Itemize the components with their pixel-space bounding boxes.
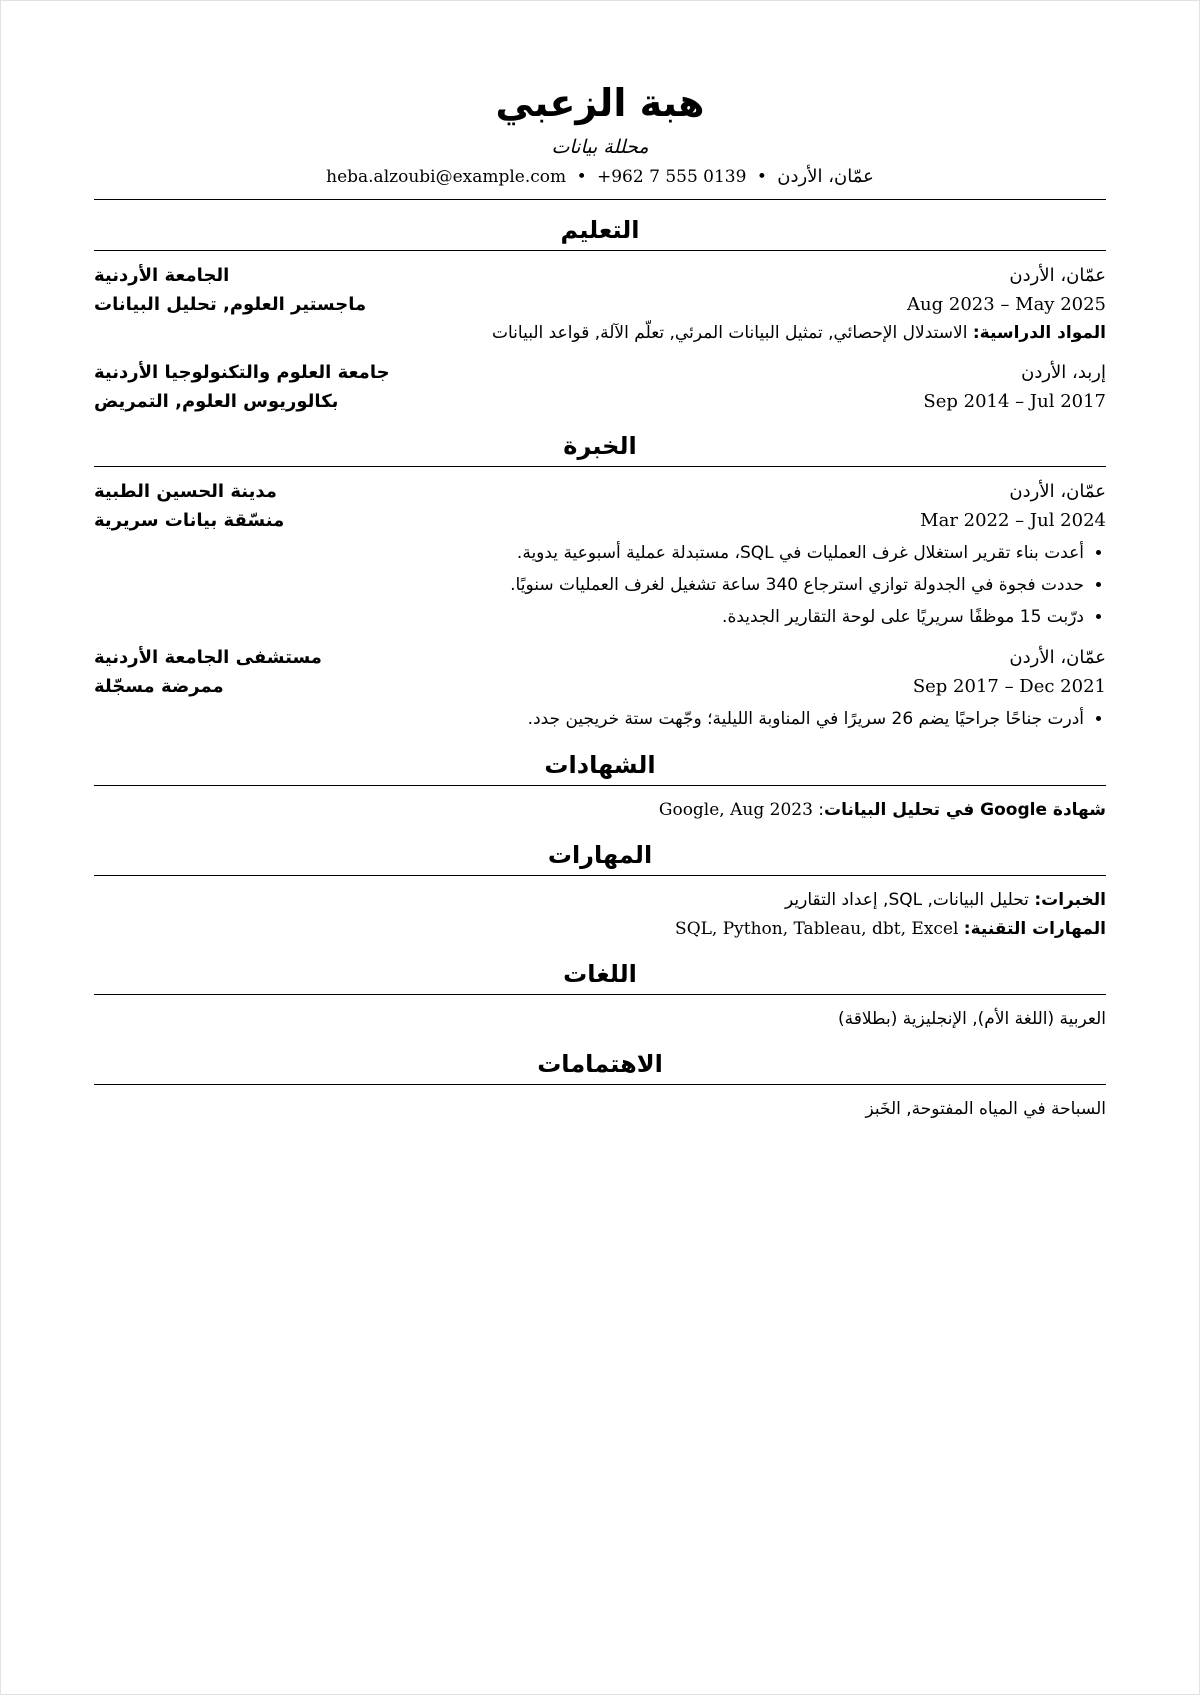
languages-line: العربية (اللغة الأم), الإنجليزية (بطلاقة) xyxy=(838,1009,1106,1029)
section-title-experience: الخبرة xyxy=(94,426,1106,467)
education-dates: Aug 2023 – May 2025 xyxy=(907,294,1106,315)
courses-value: الاستدلال الإحصائي, تمثيل البيانات المرئي, تعلّم الآلة, قواعد البيانات xyxy=(491,323,968,343)
contact-location: عمّان، الأردن xyxy=(777,166,874,187)
courses-label: المواد الدراسية: xyxy=(972,323,1106,343)
skills-technical-label: المهارات التقنية: xyxy=(963,919,1106,939)
skills-technical-value: SQL, Python, Tableau, dbt, Excel xyxy=(675,919,959,939)
candidate-title: محللة بيانات xyxy=(551,136,649,158)
languages-entry xyxy=(94,1005,1106,1034)
education-entry xyxy=(94,358,1106,416)
header-divider xyxy=(94,199,1106,200)
education-location: عمّان، الأردن xyxy=(1009,265,1106,286)
experience-employer: مستشفى الجامعة الأردنية xyxy=(94,647,322,668)
education-dates: Sep 2014 – Jul 2017 xyxy=(923,391,1106,412)
contact-separator: • xyxy=(576,167,587,187)
education-institution: جامعة العلوم والتكنولوجيا الأردنية xyxy=(94,362,390,383)
section-title-certifications: الشهادات xyxy=(94,745,1106,786)
education-degree: ماجستير العلوم, تحليل البيانات xyxy=(94,294,367,315)
experience-bullets xyxy=(94,537,1106,633)
certification-entry xyxy=(94,796,1106,825)
experience-bullet: • أعدت بناء تقرير استغلال غرف العمليات في SQL، مستبدلة عملية أسبوعية يدوية. xyxy=(94,537,1084,569)
skills-expertise-label: الخبرات: xyxy=(1034,890,1106,910)
experience-bullets xyxy=(94,703,1106,735)
skills-expertise-value: تحليل البيانات, SQL, إعداد التقارير xyxy=(785,890,1029,910)
experience-entry xyxy=(94,643,1106,735)
candidate-name: هبة الزعبي xyxy=(495,81,705,125)
experience-location: عمّان، الأردن xyxy=(1009,481,1106,502)
certification-name: شهادة Google في تحليل البيانات xyxy=(824,800,1106,820)
interests-entry xyxy=(94,1095,1106,1124)
experience-employer: مدينة الحسين الطبية xyxy=(94,481,277,502)
section-title-languages: اللغات xyxy=(94,954,1106,995)
interests-line: السباحة في المياه المفتوحة, الخَبز xyxy=(865,1099,1106,1119)
experience-bullet: • درّبت 15 موظفًا سريريًا على لوحة التقارير الجديدة. xyxy=(94,601,1084,633)
education-degree: بكالوريوس العلوم, التمريض xyxy=(94,391,339,412)
section-title-interests: الاهتمامات xyxy=(94,1044,1106,1085)
resume-header xyxy=(94,73,1106,200)
experience-dates: Sep 2017 – Dec 2021 xyxy=(912,676,1106,697)
experience-role: ممرضة مسجّلة xyxy=(94,676,224,697)
education-courses xyxy=(94,319,1106,348)
experience-entry xyxy=(94,477,1106,633)
experience-role: منسّقة بيانات سريرية xyxy=(94,510,285,531)
skills-expertise xyxy=(94,886,1106,915)
skills-entry xyxy=(94,886,1106,944)
experience-dates: Mar 2022 – Jul 2024 xyxy=(920,510,1106,531)
experience-bullet: • حددت فجوة في الجدولة توازي استرجاع 340 ساعة تشغيل لغرف العمليات سنويًا. xyxy=(94,569,1084,601)
resume-content xyxy=(94,73,1106,1124)
education-institution: الجامعة الأردنية xyxy=(94,265,230,286)
experience-bullet: • أدرت جناحًا جراحيًا يضم 26 سريرًا في المناوبة الليلية؛ وجّهت ستة خريجين جدد. xyxy=(94,703,1084,735)
education-location: إربد، الأردن xyxy=(1021,362,1106,383)
contact-separator: • xyxy=(756,167,767,187)
certification-line: شهادة Google في تحليل البيانات: Google, Aug 2023 xyxy=(658,800,1106,820)
certification-details: Google, Aug 2023 xyxy=(658,800,813,820)
contact-phone: +962 7 555 0139 xyxy=(597,167,747,187)
experience-location: عمّان، الأردن xyxy=(1009,647,1106,668)
contact-email[interactable]: heba.alzoubi@example.com xyxy=(326,167,567,187)
skills-technical xyxy=(94,915,1106,944)
education-entry xyxy=(94,261,1106,348)
section-title-education: التعليم xyxy=(94,210,1106,251)
contact-line xyxy=(94,163,1106,191)
section-title-skills: المهارات xyxy=(94,835,1106,876)
